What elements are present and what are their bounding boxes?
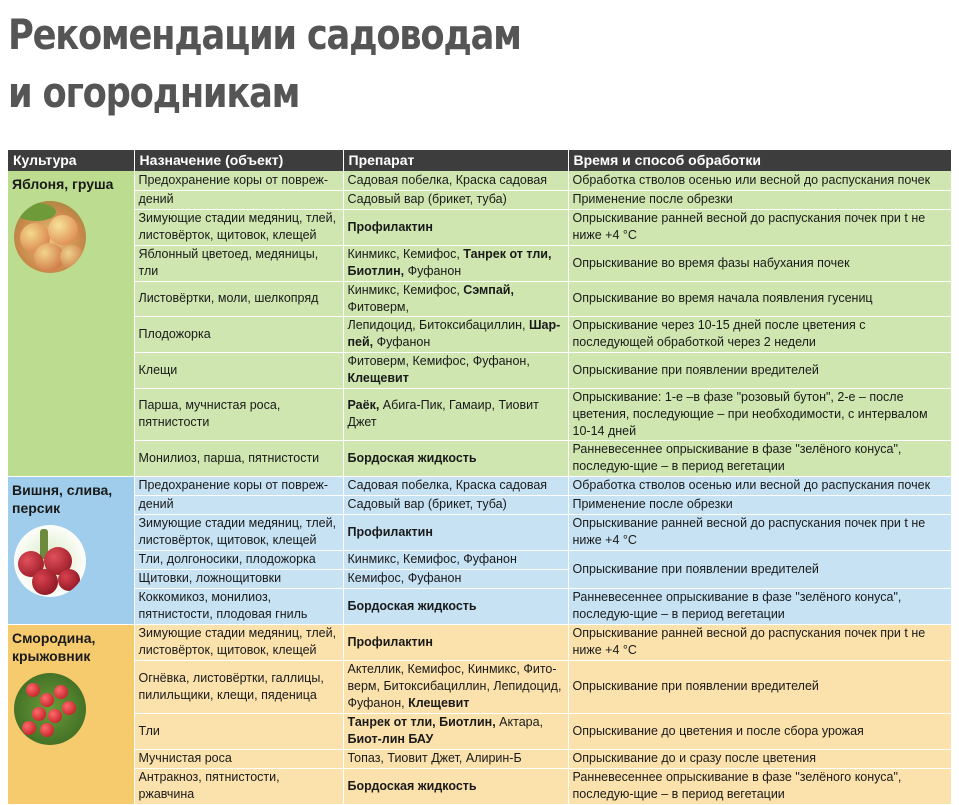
method-cell: Обработка стволов осенью или весной до распускания почек <box>568 476 951 495</box>
preparation-text: Кинмикс, Кемифос, <box>347 282 464 297</box>
purpose-cell: Предохранение коры от повреж- <box>134 476 343 495</box>
purpose-cell: Парша, мучнистая роса, пятнистости <box>134 388 343 440</box>
preparation-cell <box>343 316 568 352</box>
preparation-text: Актара, <box>495 715 544 729</box>
purpose-cell: Зимующие стадии медяниц, тлей, листовёртoк, щитовок, клещей <box>134 624 343 660</box>
preparation-cell <box>343 245 568 281</box>
preparation-cell: Кинмикс, Кемифос, Фуфанон <box>343 550 568 569</box>
method-cell: Опрыскивание до и сразу после цветения <box>568 749 951 768</box>
method-cell: Опрыскивание: 1-е –в фазе "розовый бутон", 2-е – после цветения, последующие – при необходимости, с интервалом 10-14 дней <box>568 388 951 440</box>
preparation-text: Кинмикс, Кемифос, <box>347 247 464 261</box>
table-row <box>8 495 951 514</box>
cherries-photo <box>14 525 86 597</box>
purpose-cell: Тли, долгоносики, плодожорка <box>134 550 343 569</box>
table-row <box>8 476 951 495</box>
purpose-cell: Плодожорка <box>134 316 343 352</box>
title-line-1: Рекомендации садоводам <box>8 10 521 59</box>
table-row <box>8 440 951 476</box>
purpose-cell: Тли <box>134 713 343 749</box>
preparation-text: Фитоверм, Кемифос, Фуфанон, <box>347 354 530 368</box>
preparation-bold: Танрек от тли, Биотлин, <box>347 715 496 729</box>
preparation-bold: Раёк, <box>347 398 380 412</box>
method-cell: Опрыскивание во время фазы набухания почек <box>568 245 951 281</box>
method-cell: Опрыскивание при появлении вредителей <box>568 660 951 713</box>
header-time-method: Время и способ обработки <box>568 150 951 171</box>
table-row <box>8 388 951 440</box>
table-row <box>8 768 951 804</box>
table-row <box>8 245 951 281</box>
preparation-bold: Бордоская жидкость <box>347 450 477 465</box>
table-header-row <box>8 150 951 171</box>
header-purpose: Назначение (объект) <box>134 150 343 171</box>
preparation-bold: Профилактин <box>347 219 433 234</box>
preparation-cell <box>343 713 568 749</box>
crop-cell-cherry <box>8 476 134 624</box>
method-cell: Опрыскивание ранней весной до распускания почек при t не ниже +4 °С <box>568 209 951 245</box>
preparation-cell: Топаз, Тиовит Джет, Алирин-Б <box>343 749 568 768</box>
preparation-cell <box>343 660 568 713</box>
method-cell: Опрыскивание ранней весной до распускания почек при t не ниже +4 °С <box>568 624 951 660</box>
purpose-cell: Монилиоз, парша, пятнистости <box>134 440 343 476</box>
page-title <box>8 6 521 122</box>
preparation-cell <box>343 440 568 476</box>
preparation-cell <box>343 388 568 440</box>
preparation-text: Фуфанон <box>404 264 462 278</box>
purpose-cell: Листовёртки, моли, шелкопряд <box>134 281 343 316</box>
preparation-bold: Бордоская жидкость <box>347 598 477 613</box>
method-cell: Опрыскивание во время начала появления гусениц <box>568 281 951 316</box>
preparation-cell <box>343 588 568 624</box>
table-row <box>8 281 951 316</box>
preparation-cell: Садовый вар (брикет, туба) <box>343 190 568 209</box>
method-cell: Применение после обрезки <box>568 190 951 209</box>
crop-name: Смородина, крыжовник <box>12 629 96 664</box>
table-row <box>8 713 951 749</box>
table-row <box>8 352 951 388</box>
preparation-bold: Танрек от тли, Биотлин, <box>347 247 552 278</box>
crop-cell-currant <box>8 624 134 804</box>
crop-name: Яблоня, груша <box>12 176 114 192</box>
preparation-text: Лепидоцид, Битоксибациллин, <box>347 318 529 332</box>
purpose-cell: Коккомикоз, монилиоз, пятнистости, плодовая гниль <box>134 588 343 624</box>
preparation-bold: Клещевит <box>408 696 470 710</box>
table-row <box>8 550 951 569</box>
table-row <box>8 749 951 768</box>
preparation-text: Актеллик, Кемифос, Кинмикс, Фито-верм, Битоксибациллин, Лепидоцид, Фуфанон, <box>347 662 562 710</box>
preparation-cell <box>343 624 568 660</box>
currants-photo <box>14 673 86 745</box>
preparation-bold: Сэмпай, <box>463 282 514 297</box>
table-row <box>8 514 951 550</box>
purpose-cell: Огнёвка, листовёртки, галлицы, пилильщики, клещи, пяденица <box>134 660 343 713</box>
preparation-bold: Клещевит <box>347 371 409 385</box>
preparation-text: Абига-Пик, Гамаир, Тиовит Джет <box>347 398 539 429</box>
preparation-text: Фуфанон <box>373 335 431 349</box>
method-cell: Опрыскивание через 10-15 дней после цветения с последующей обработкой через 2 недели <box>568 316 951 352</box>
table-row <box>8 624 951 660</box>
purpose-cell: дений <box>134 495 343 514</box>
method-cell: Обработка стволов осенью или весной до распускания почек <box>568 171 951 190</box>
purpose-cell: Зимующие стадии медяниц, тлей, листовёртoк, щитовок, клещей <box>134 514 343 550</box>
method-cell: Применение после обрезки <box>568 495 951 514</box>
preparation-cell: Садовая побелка, Краска садовая <box>343 476 568 495</box>
method-cell: Опрыскивание при появлении вредителей <box>568 352 951 388</box>
purpose-cell: Щитовки, ложнощитовки <box>134 569 343 588</box>
table-row <box>8 588 951 624</box>
purpose-cell: Зимующие стадии медяниц, тлей, листовёртoк, щитовок, клещей <box>134 209 343 245</box>
apples-photo <box>14 201 86 273</box>
preparation-cell <box>343 209 568 245</box>
table-row <box>8 209 951 245</box>
header-preparation: Препарат <box>343 150 568 171</box>
method-cell: Опрыскивание ранней весной до распускания почек при t не ниже +4 °С <box>568 514 951 550</box>
purpose-cell: Клещи <box>134 352 343 388</box>
preparation-bold: Биот-лин БАУ <box>347 732 434 746</box>
method-cell: Ранневесеннее опрыскивание в фазе "зелёного конуса", последую-щие – в период вегетации <box>568 588 951 624</box>
preparation-cell <box>343 514 568 550</box>
method-cell: Опрыскивание до цветения и после сбора урожая <box>568 713 951 749</box>
table-row <box>8 190 951 209</box>
purpose-cell: Антракноз, пятнистости, ржавчина <box>134 768 343 804</box>
preparation-bold: Профилактин <box>347 634 433 649</box>
method-cell: Ранневесеннее опрыскивание в фазе "зелёного конуса", последую-щие – в период вегетации <box>568 768 951 804</box>
preparation-bold: Бордоская жидкость <box>347 778 477 793</box>
crop-cell-apple <box>8 171 134 476</box>
recommendations-table <box>8 150 952 805</box>
preparation-cell: Садовый вар (брикет, туба) <box>343 495 568 514</box>
preparation-cell: Кемифос, Фуфанон <box>343 569 568 588</box>
table-row <box>8 660 951 713</box>
preparation-cell <box>343 281 568 316</box>
table-row <box>8 171 951 190</box>
preparation-cell <box>343 352 568 388</box>
table-row <box>8 316 951 352</box>
method-cell: Ранневесеннее опрыскивание в фазе "зелёного конуса", последую-щие – в период вегетации <box>568 440 951 476</box>
method-cell: Опрыскивание при появлении вредителей <box>568 550 951 588</box>
preparation-cell <box>343 768 568 804</box>
preparation-text: Фитоверм, <box>347 299 409 314</box>
crop-name: Вишня, слива, персик <box>12 481 113 516</box>
purpose-cell: дений <box>134 190 343 209</box>
header-culture: Культура <box>8 150 134 171</box>
preparation-bold: Профилактин <box>347 524 433 539</box>
title-line-2: и огородникам <box>8 68 300 117</box>
preparation-bold: Шар-пей, <box>347 318 561 349</box>
preparation-cell: Садовая побелка, Краска садовая <box>343 171 568 190</box>
purpose-cell: Яблонный цветоед, медяницы, тли <box>134 245 343 281</box>
purpose-cell: Мучнистая роса <box>134 749 343 768</box>
purpose-cell: Предохранение коры от повреж- <box>134 171 343 190</box>
